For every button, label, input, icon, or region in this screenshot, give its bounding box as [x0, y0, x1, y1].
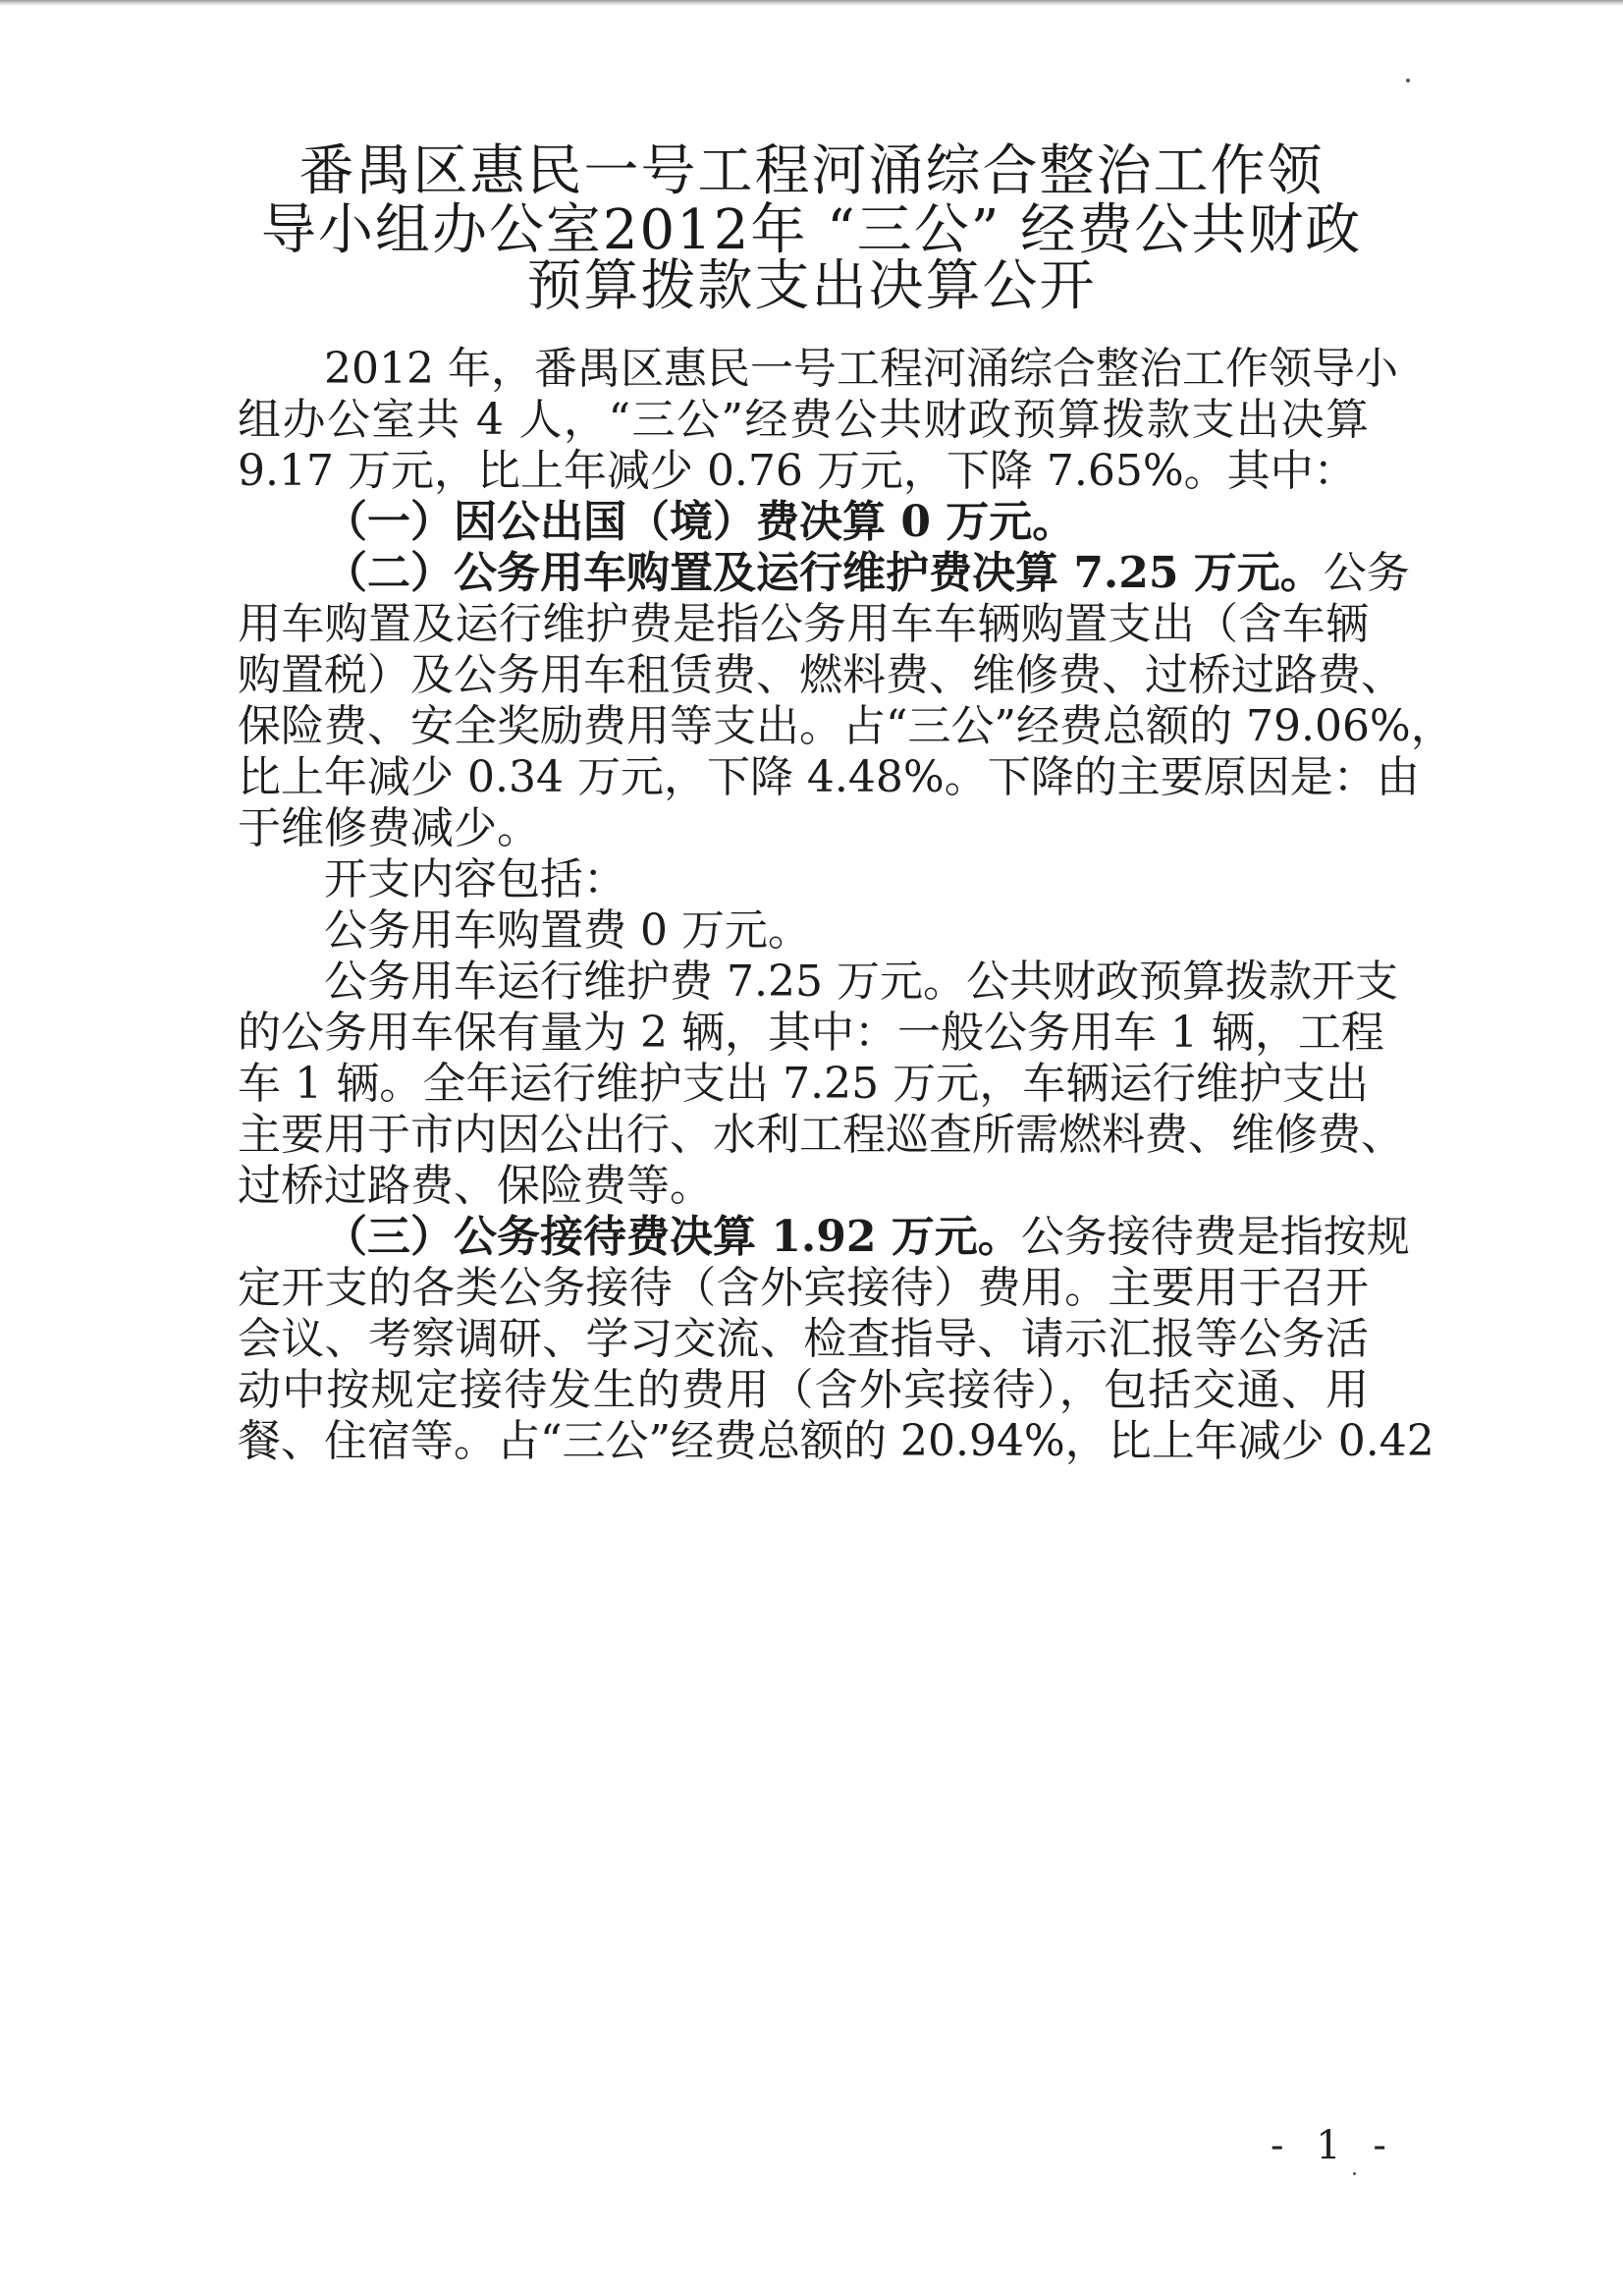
maintenance-line-4: 主要用于市内因公出行、水利工程巡查所需燃料费、维修费、 [238, 1110, 1404, 1160]
section-2-line-5: 比上年减少 0.34 万元，下降 4.48%。下降的主要原因是：由 [238, 752, 1420, 802]
section-3-line-2: 定开支的各类公务接待（含外宾接待）费用。主要用于召开 [238, 1263, 1369, 1313]
page-number: - 1 - [1271, 2123, 1396, 2168]
section-3-line-3: 会议、考察调研、学习交流、检查指导、请示汇报等公务活 [238, 1314, 1369, 1364]
maintenance-line-2: 的公务用车保有量为 2 辆，其中：一般公务用车 1 辆，工程 [238, 1008, 1384, 1058]
intro-line-1: 2012 年，番禺区惠民一号工程河涌综合整治工作领导小 [324, 344, 1398, 394]
purchase-fee-line: 公务用车购置费 0 万元。 [324, 905, 811, 956]
scan-top-edge [0, 0, 1623, 6]
maintenance-line-1: 公务用车运行维护费 7.25 万元。公共财政预算拨款开支 [324, 957, 1398, 1007]
document-title-line-3: 预算拨款支出决算公开 [526, 254, 1097, 318]
section-3-heading: （三）公务接待费决算 1.92 万元。 [324, 1212, 1021, 1262]
intro-line-2: 组办公室共 4 人，“三公”经费公共财政预算拨款支出决算 [238, 395, 1369, 445]
intro-line-3: 9.17 万元，比上年减少 0.76 万元，下降 7.65%。其中： [238, 446, 1357, 496]
section-2-line-3: 购置税）及公务用车租赁费、燃料费、维修费、过桥过路费、 [238, 650, 1404, 700]
section-2-first-line [324, 544, 1410, 603]
section-2-line-4: 保险费、安全奖励费用等支出。占“三公”经费总额的 79.06%， [238, 701, 1454, 751]
section-2-heading-tail: 公务 [1323, 548, 1410, 598]
maintenance-line-3: 车 1 辆。全年运行维护支出 7.25 万元，车辆运行维护支出 [238, 1059, 1369, 1109]
section-2-line-2: 用车购置及运行维护费是指公务用车车辆购置支出（含车辆 [238, 599, 1369, 649]
section-3-heading-tail: 公务接待费是指按规 [1020, 1212, 1410, 1262]
section-1-heading: （一）因公出国（境）费决算 0 万元。 [324, 497, 1076, 547]
section-3-line-5: 餐、住宿等。占“三公”经费总额的 20.94%，比上年减少 0.42 [238, 1416, 1434, 1466]
document-title-line-2: 导小组办公室2012年 “三公” 经费公共财政 [260, 198, 1363, 262]
scan-speck [1406, 79, 1410, 82]
content-intro: 开支内容包括： [324, 854, 626, 904]
section-2-line-6: 于维修费减少。 [238, 803, 540, 853]
maintenance-line-5: 过桥过路费、保险费等。 [238, 1161, 713, 1211]
scan-speck [1353, 2172, 1356, 2175]
section-3-first-line [324, 1208, 1410, 1267]
section-3-line-4: 动中按规定接待发生的费用（含外宾接待），包括交通、用 [238, 1365, 1369, 1415]
section-2-heading: （二）公务用车购置及运行维护费决算 7.25 万元。 [324, 548, 1324, 598]
document-title-line-1: 番禺区惠民一号工程河涌综合整治工作领 [298, 139, 1325, 203]
